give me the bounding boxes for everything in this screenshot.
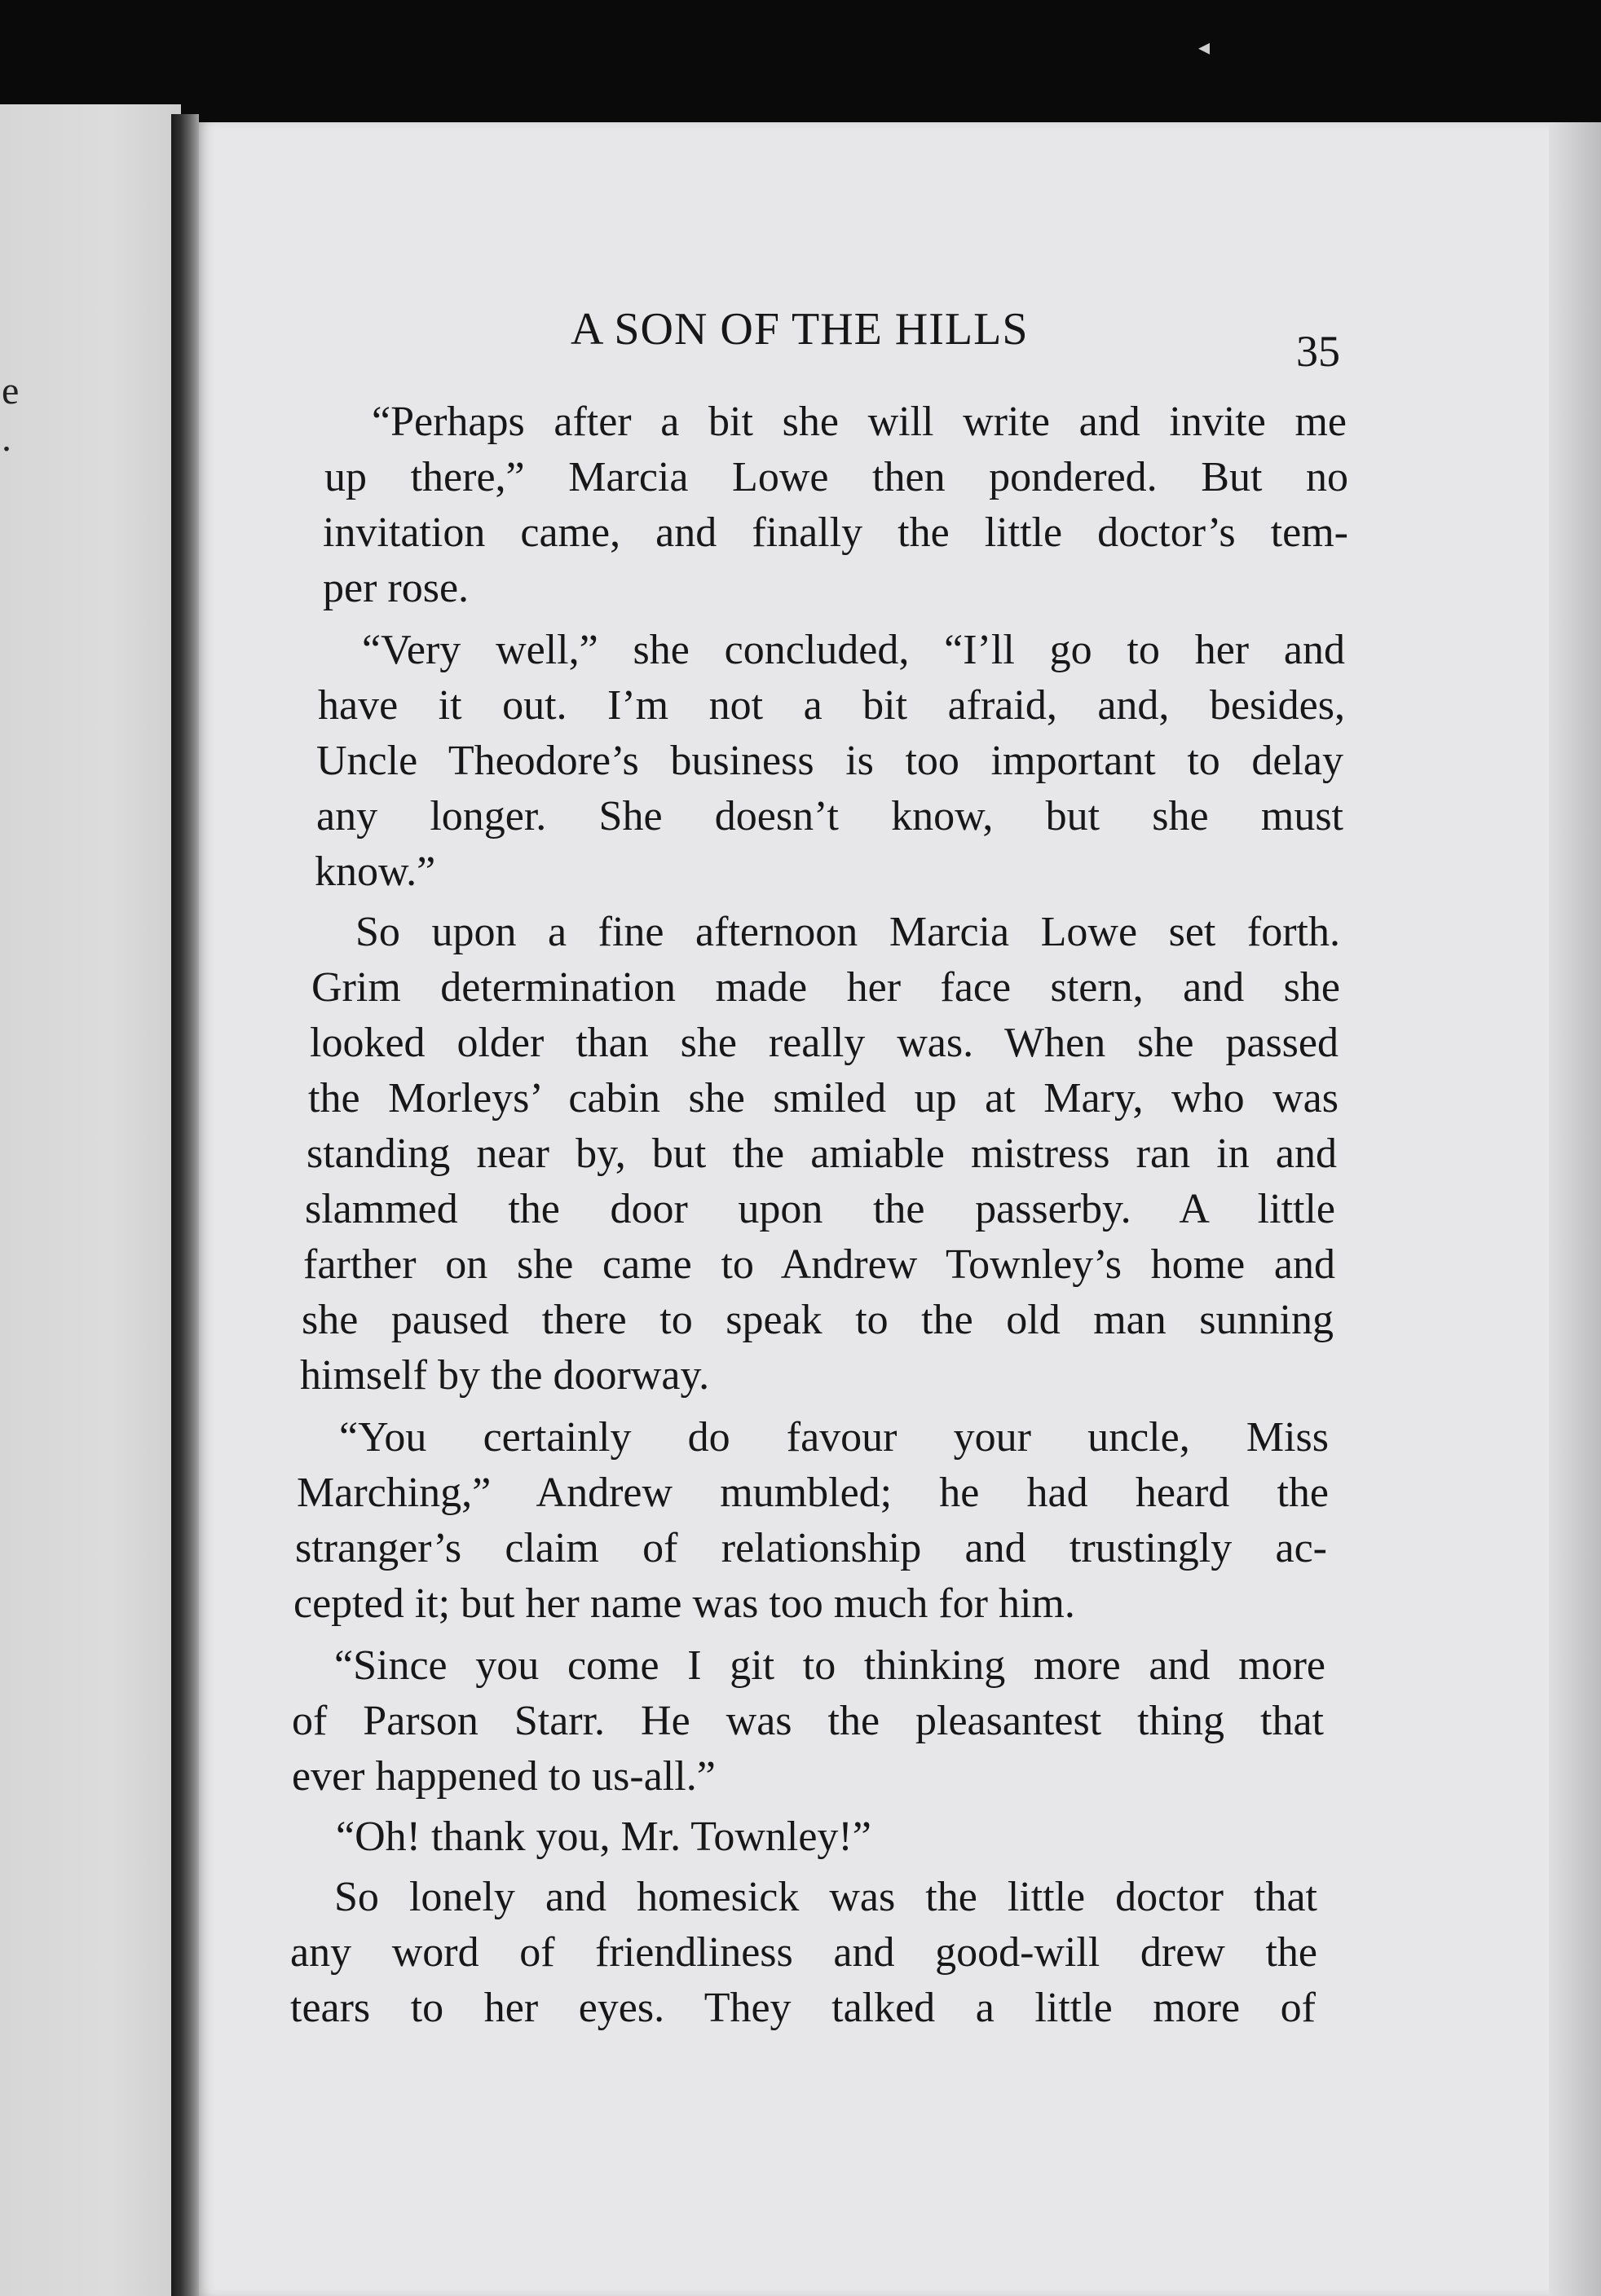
text-line: invitation came, and finally the little doctor’s tem- [323, 509, 1348, 556]
text-line: ever happened to us-all.” [292, 1753, 716, 1800]
text-line: Uncle Theodore’s business is too important to delay [316, 738, 1343, 784]
text-line: slammed the door upon the passerby. A little [305, 1186, 1335, 1232]
text-line: cepted it; but her name was too much for him. [293, 1580, 1075, 1627]
text-line: standing near by, but the amiable mistress ran in and [307, 1130, 1337, 1177]
text-line: know.” [315, 848, 436, 895]
text-line: Grim determination made her face stern, and she [311, 964, 1340, 1011]
text-line: up there,” Marcia Lowe then pondered. But no [324, 454, 1348, 500]
page-edge-shadow [1549, 122, 1601, 2296]
text-line: she paused there to speak to the old man sunning [302, 1297, 1334, 1343]
text-line: any word of friendliness and good-will drew the [290, 1929, 1317, 1976]
text-line: the Morleys’ cabin she smiled up at Mary, who was [308, 1075, 1339, 1122]
text-line-with-emphasis [316, 795, 1343, 838]
text-line: “Perhaps after a bit she will write and invite me [372, 399, 1347, 445]
text-line: himself by the doorway. [300, 1352, 710, 1399]
text-line: per rose. [323, 565, 470, 611]
text-line: Marching,” Andrew mumbled; he had heard the [297, 1470, 1329, 1516]
text-line: any longer. She doesn’t know, but she must [316, 793, 1343, 840]
text-line: tears to her eyes. They talked a little more of [290, 1985, 1316, 2031]
text-line: So upon a fine afternoon Marcia Lowe set forth. [355, 909, 1340, 955]
running-head: A SON OF THE HILLS [571, 304, 1029, 355]
text-line: “Very well,” she concluded, “I’ll go to her and [362, 627, 1345, 673]
previous-page-fragment: . [2, 416, 11, 460]
scan-mark-icon: ◂ [1198, 33, 1211, 60]
text-line: “Since you come I git to thinking more and more [334, 1642, 1325, 1689]
text-line: farther on she came to Andrew Townley’s home and [303, 1241, 1335, 1288]
text-line: stranger’s claim of relationship and trustingly ac- [295, 1525, 1327, 1571]
page-number: 35 [1296, 327, 1340, 376]
text-line: have it out. I’m not a bit afraid, and, besides, [318, 682, 1345, 729]
previous-page-edge [0, 104, 181, 2296]
text-line: “Oh! thank you, Mr. Townley!” [336, 1813, 871, 1860]
text-line: looked older than she really was. When she passed [310, 1020, 1339, 1066]
book-gutter [171, 114, 199, 2296]
previous-page-fragment: e [2, 369, 20, 412]
text-line: “You certainly do favour your uncle, Miss [339, 1414, 1329, 1461]
text-line: So lonely and homesick was the little doctor that [334, 1874, 1317, 1920]
text-line: of Parson Starr. He was the pleasantest thing that [292, 1698, 1324, 1744]
